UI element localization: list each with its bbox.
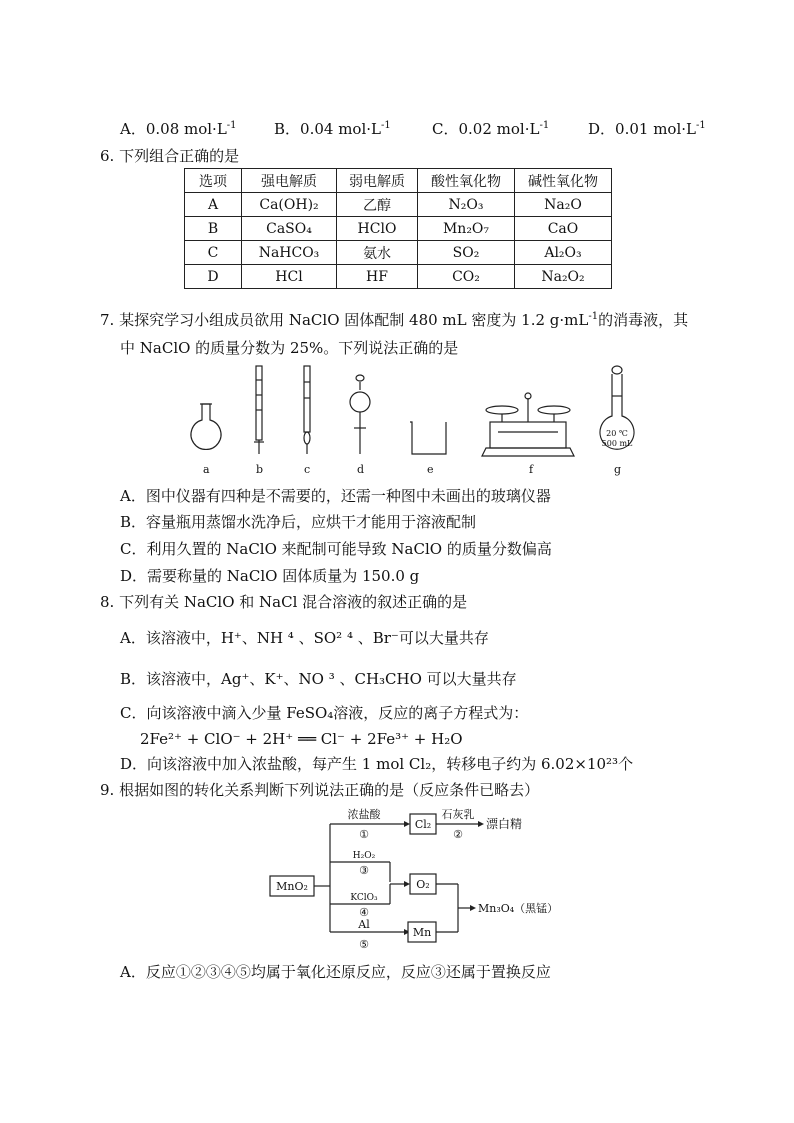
q9-conversion-diagram <box>264 804 564 952</box>
reaction-number: ⑤ <box>359 938 369 951</box>
table-row <box>185 241 612 265</box>
q5-option-exp: -1 <box>539 120 550 131</box>
reaction-number: ① <box>359 828 369 841</box>
reagent-h2o2: H₂O₂ <box>352 851 376 861</box>
q5-option-d <box>588 118 706 139</box>
table-cell: CO₂ <box>418 265 515 289</box>
table-cell: NaHCO₃ <box>242 241 337 265</box>
reagent-al: Al <box>358 918 370 931</box>
mn-label: Mn <box>412 926 432 939</box>
mn3o4-product: Mn₃O₄（黑锰） <box>478 902 559 915</box>
apparatus-label: c <box>304 463 311 476</box>
table-header: 强电解质 <box>242 169 337 193</box>
q8-option-c: C．向该溶液中滴入少量 FeSO₄溶液，反应的离子方程式为： <box>120 704 529 722</box>
q7-stem-line1 <box>100 310 688 330</box>
q7-option-d: D．需要称量的 NaClO 固体质量为 150.0 g <box>120 567 420 585</box>
q7-stem-line2: 中 NaClO 的质量分数为 25%。下列说法正确的是 <box>120 339 459 357</box>
table-cell: CaSO₄ <box>242 217 337 241</box>
q5-option-exp: -1 <box>380 120 391 131</box>
q8-stem: 8. 下列有关 NaClO 和 NaCl 混合溶液的叙述正确的是 <box>100 593 468 611</box>
q5-option-letter: C． <box>432 120 459 138</box>
q5-option-letter: A． <box>120 120 146 138</box>
q5-option-letter: B． <box>274 120 301 138</box>
reaction-number: ② <box>453 828 463 841</box>
reaction-number: ④ <box>359 906 369 919</box>
q5-option-value: 0.08 mol·L <box>145 120 227 138</box>
q7-option-a: A．图中仪器有四种是不需要的，还需一种图中未画出的玻璃仪器 <box>120 487 551 505</box>
table-cell: Mn₂O₇ <box>418 217 515 241</box>
table-cell: N₂O₃ <box>418 193 515 217</box>
q5-option-value: 0.01 mol·L <box>615 120 696 138</box>
table-cell: HClO <box>337 217 418 241</box>
table-row <box>185 265 612 289</box>
q6-table <box>184 168 612 289</box>
q9-option-a: A．反应①②③④⑤均属于氧化还原反应，反应③还属于置换反应 <box>120 963 551 981</box>
apparatus-label: g <box>614 463 622 476</box>
apparatus-label: b <box>256 463 264 476</box>
separatory-funnel-icon <box>350 375 370 454</box>
q5-option-letter: D． <box>588 120 616 138</box>
table-header: 选项 <box>185 169 242 193</box>
q7-option-c: C．利用久置的 NaClO 来配制可能导致 NaClO 的质量分数偏高 <box>120 540 552 558</box>
table-cell: Na₂O₂ <box>515 265 612 289</box>
cl2-label: Cl₂ <box>414 818 432 831</box>
table-cell: D <box>185 265 242 289</box>
apparatus-label: e <box>427 463 434 476</box>
q7-stem-sup: -1 <box>588 311 599 322</box>
table-cell: SO₂ <box>418 241 515 265</box>
table-cell: A <box>185 193 242 217</box>
q8-option-c-equation: 2Fe²⁺ + ClO⁻ + 2H⁺ ══ Cl⁻ + 2Fe³⁺ + H₂O <box>140 730 463 748</box>
reagent-kclo3: KClO₃ <box>350 893 378 903</box>
reaction-number: ③ <box>359 864 369 877</box>
burette-icon <box>254 366 264 454</box>
q5-option-b <box>274 118 391 139</box>
q7-stem-part: 7. 某探究学习小组成员欲用 NaClO 固体配制 480 mL 密度为 1.2 g·mL <box>100 311 589 329</box>
table-cell: Ca(OH)₂ <box>242 193 337 217</box>
lab-apparatus-figure <box>180 360 650 460</box>
bleach-product: 漂白精 <box>486 817 523 831</box>
q8-option-a: A．该溶液中，H⁺、NH ⁴ 、SO² ⁴ 、Br⁻可以大量共存 <box>120 629 489 647</box>
table-cell: B <box>185 217 242 241</box>
reagent-hcl: 浓盐酸 <box>347 808 381 821</box>
q5-option-exp: -1 <box>695 120 706 131</box>
table-cell: Al₂O₃ <box>515 241 612 265</box>
q5-option-exp: -1 <box>226 120 237 131</box>
reagent-lime-milk: 石灰乳 <box>441 808 475 821</box>
table-row <box>185 193 612 217</box>
round-flask-icon <box>191 404 221 449</box>
table-header: 碱性氧化物 <box>515 169 612 193</box>
q8-option-b: B．该溶液中，Ag⁺、K⁺、NO ³ 、CH₃CHO 可以大量共存 <box>120 670 517 688</box>
table-cell: 乙醇 <box>337 193 418 217</box>
apparatus-label: d <box>357 463 365 476</box>
flask-label-temp: 20 ℃ <box>606 429 628 438</box>
table-header-row <box>185 169 612 193</box>
q7-option-b: B．容量瓶用蒸馏水洗净后，应烘干才能用于溶液配制 <box>120 513 477 531</box>
table-cell: 氨水 <box>337 241 418 265</box>
burette-icon <box>304 366 310 454</box>
flask-label-volume: 500 mL <box>601 439 633 448</box>
q5-option-c <box>432 118 549 139</box>
q5-option-a <box>120 118 237 139</box>
table-header: 弱电解质 <box>337 169 418 193</box>
balance-icon <box>482 393 574 456</box>
apparatus-label: a <box>203 463 210 476</box>
q5-option-value: 0.02 mol·L <box>458 120 540 138</box>
table-row <box>185 217 612 241</box>
apparatus-label: f <box>529 463 534 476</box>
q6-stem: 6. 下列组合正确的是 <box>100 147 240 165</box>
table-cell: C <box>185 241 242 265</box>
q5-option-value: 0.04 mol·L <box>300 120 381 138</box>
beaker-icon <box>410 422 446 454</box>
q7-stem-part: 的消毒液，其 <box>598 311 689 329</box>
volumetric-flask-icon <box>600 366 634 449</box>
q8-option-d: D．向该溶液中加入浓盐酸，每产生 1 mol Cl₂，转移电子约为 6.02×10²³个 <box>120 755 634 773</box>
table-cell: HCl <box>242 265 337 289</box>
table-cell: HF <box>337 265 418 289</box>
table-header: 酸性氧化物 <box>418 169 515 193</box>
q9-stem: 9. 根据如图的转化关系判断下列说法正确的是（反应条件已略去） <box>100 781 540 799</box>
table-cell: CaO <box>515 217 612 241</box>
o2-label: O₂ <box>416 878 430 891</box>
table-cell: Na₂O <box>515 193 612 217</box>
mno2-label: MnO₂ <box>276 880 308 893</box>
